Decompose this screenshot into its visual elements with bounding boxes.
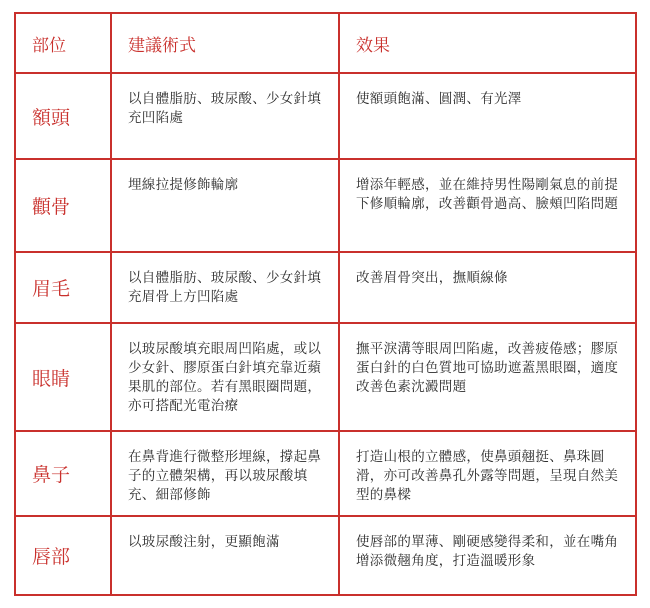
effect-cell: 改善眉骨突出，撫順線條 xyxy=(339,252,636,323)
table-row xyxy=(15,73,636,159)
header-row xyxy=(15,13,636,73)
table-row xyxy=(15,431,636,516)
table-row xyxy=(15,252,636,323)
technique-cell: 以玻尿酸注射，更顯飽滿 xyxy=(111,516,339,595)
part-cell: 眉毛 xyxy=(15,252,111,323)
table-row xyxy=(15,159,636,252)
technique-cell: 埋線拉提修飾輪廓 xyxy=(111,159,339,252)
effect-cell: 增添年輕感，並在維持男性陽剛氣息的前提下修順輪廓，改善顴骨過高、臉頰凹陷問題 xyxy=(339,159,636,252)
technique-cell: 在鼻背進行微整形埋線，撐起鼻子的立體架構，再以玻尿酸填充、細部修飾 xyxy=(111,431,339,516)
part-cell: 鼻子 xyxy=(15,431,111,516)
technique-cell: 以自體脂肪、玻尿酸、少女針填充眉骨上方凹陷處 xyxy=(111,252,339,323)
effect-cell: 使唇部的單薄、剛硬感變得柔和，並在嘴角增添微翹角度，打造溫暖形象 xyxy=(339,516,636,595)
effect-cell: 撫平淚溝等眼周凹陷處，改善疲倦感；膠原蛋白針的白色質地可協助遮蓋黑眼圈，適度改善色素沈澱問題 xyxy=(339,323,636,431)
header-part: 部位 xyxy=(15,13,111,73)
table-row xyxy=(15,323,636,431)
part-cell: 額頭 xyxy=(15,73,111,159)
technique-cell: 以玻尿酸填充眼周凹陷處，或以少女針、膠原蛋白針填充靠近蘋果肌的部位。若有黑眼圈問題，亦可搭配光電治療 xyxy=(111,323,339,431)
facial-treatment-table xyxy=(14,12,637,596)
table-row xyxy=(15,516,636,595)
header-technique: 建議術式 xyxy=(111,13,339,73)
effect-cell: 打造山根的立體感，使鼻頭翹挺、鼻珠圓滑，亦可改善鼻孔外露等問題，呈現自然美型的鼻樑 xyxy=(339,431,636,516)
part-cell: 顴骨 xyxy=(15,159,111,252)
part-cell: 唇部 xyxy=(15,516,111,595)
effect-cell: 使額頭飽滿、圓潤、有光澤 xyxy=(339,73,636,159)
technique-cell: 以自體脂肪、玻尿酸、少女針填充凹陷處 xyxy=(111,73,339,159)
part-cell: 眼睛 xyxy=(15,323,111,431)
header-effect: 效果 xyxy=(339,13,636,73)
